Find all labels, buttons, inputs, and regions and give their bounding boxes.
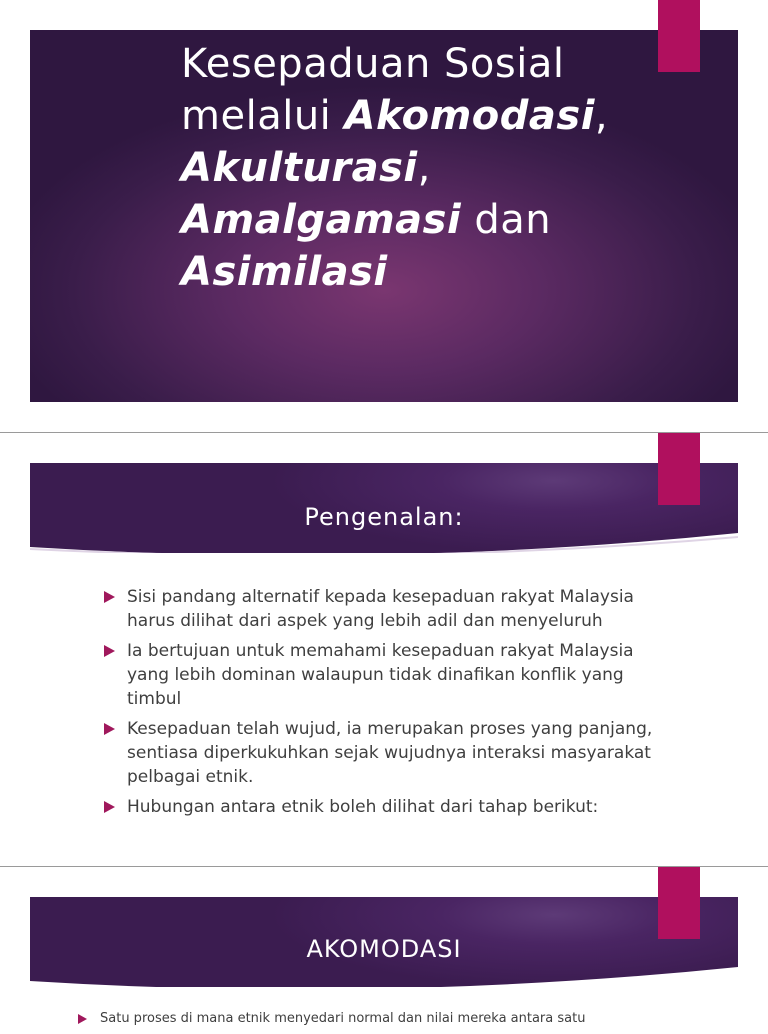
title-emphasis: Asimilasi [181, 249, 388, 295]
title-line [181, 38, 681, 90]
title-emphasis: Akulturasi [181, 145, 418, 191]
title-text-segment: melalui [181, 93, 345, 139]
bullet-arrow-icon [104, 723, 115, 735]
title-line [181, 90, 681, 142]
list-item: Hubungan antara etnik boleh dilihat dari tahap berikut: [104, 795, 664, 819]
list-item: Ia bertujuan untuk memahami kesepaduan rakyat Malaysia yang lebih dominan walaupun tidak dinafikan konflik yang timbul [104, 639, 664, 711]
akomodasi-slide [0, 867, 768, 1024]
accent-tab [658, 867, 700, 939]
slide-heading: AKOMODASI [306, 935, 462, 963]
title-line [181, 246, 681, 298]
intro-slide [0, 433, 768, 865]
bullet-arrow-icon [104, 801, 115, 813]
title-text-segment: Kesepaduan Sosial [181, 41, 565, 87]
header-band [30, 463, 738, 553]
title-text-segment: , [417, 145, 431, 191]
title-emphasis: Akomodasi [344, 93, 595, 139]
title-text-segment: dan [461, 197, 552, 243]
slide-heading: Pengenalan: [304, 503, 464, 531]
title-slide [0, 0, 768, 432]
header-band [30, 897, 738, 987]
bullet-arrow-icon [104, 645, 115, 657]
list-item: Sisi pandang alternatif kepada kesepaduan rakyat Malaysia harus dilihat dari aspek yang lebih adil dan menyeluruh [104, 585, 664, 633]
slide-title [181, 38, 681, 298]
bullet-arrow-icon [78, 1014, 87, 1024]
title-text-segment: , [594, 93, 609, 139]
bullet-list [104, 585, 664, 825]
title-emphasis: Amalgamasi [181, 197, 462, 243]
bullet-list [78, 1010, 678, 1034]
list-item: Kesepaduan telah wujud, ia merupakan proses yang panjang, sentiasa diperkukuhkan sejak wujudnya interaksi masyarakat pelbagai etnik. [104, 717, 664, 789]
accent-tab [658, 433, 700, 505]
title-line [181, 142, 681, 194]
list-item: Satu proses di mana etnik menyedari normal dan nilai mereka antara satu [78, 1010, 678, 1028]
title-line [181, 194, 681, 246]
bullet-arrow-icon [104, 591, 115, 603]
